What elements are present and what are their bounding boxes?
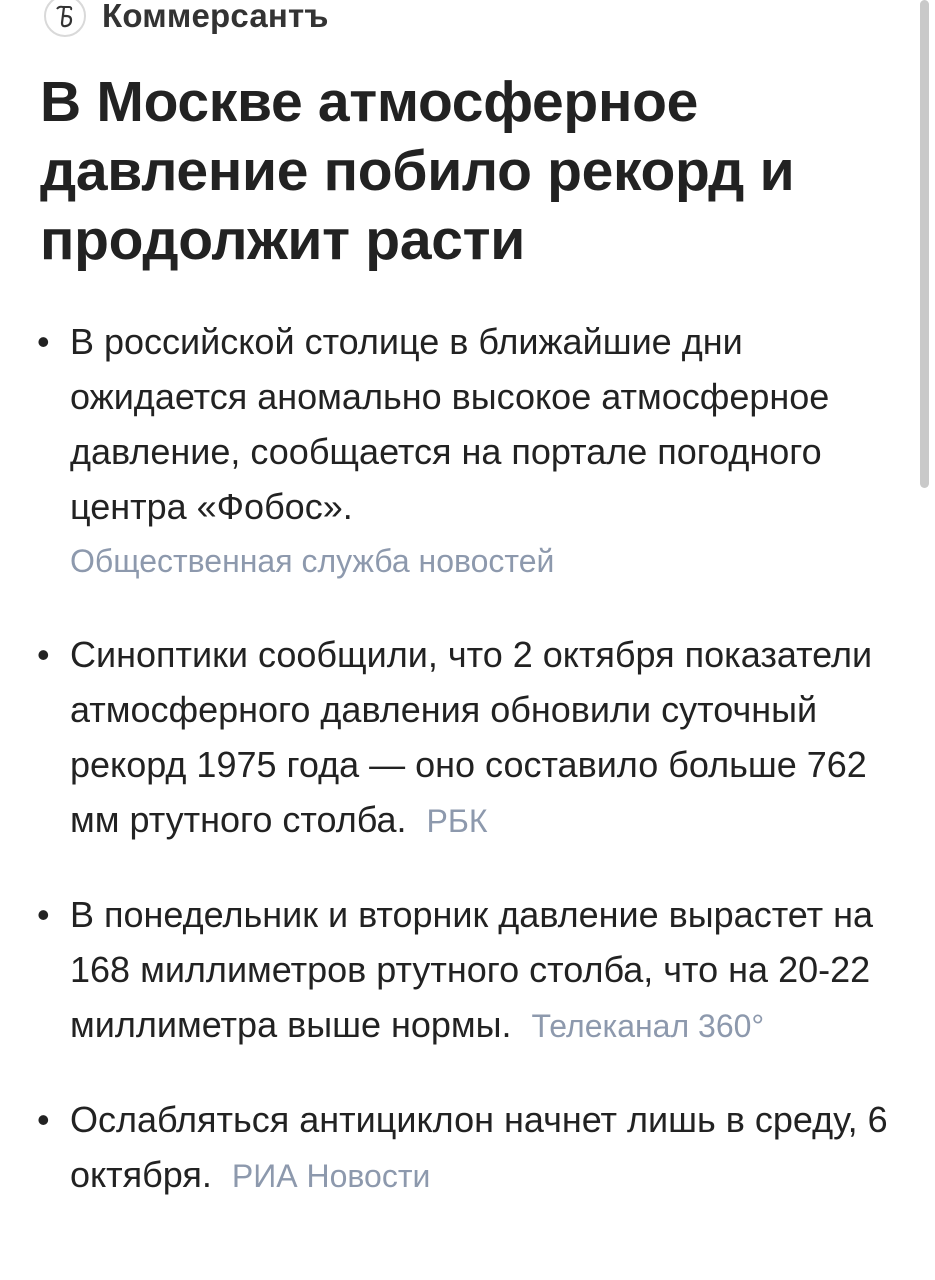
story-headline: В Москве атмосферное давление побило рекорд и продолжит расти (40, 70, 795, 272)
summary-text: Ослабляться антициклон начнет лишь в среду, 6 октября. (70, 1099, 888, 1195)
summary-source-link[interactable]: РИА Новости (231, 1158, 431, 1194)
summary-item (0, 627, 935, 849)
summary-source-link[interactable]: РБК (426, 803, 488, 839)
kommersant-logo-glyph (50, 1, 80, 31)
bullet-icon: • (37, 1099, 50, 1140)
source-header[interactable] (44, 0, 329, 38)
summary-text: В российской столице в ближайшие дни ожидается аномально высокое атмосферное давление, сообщается на портале погодного центра «Фобос». (70, 321, 830, 527)
bullet-icon: • (37, 634, 50, 675)
summary-item (0, 314, 935, 589)
source-name[interactable]: Коммерсантъ (102, 0, 329, 34)
summary-source-link[interactable]: Общественная служба новостей (70, 543, 555, 579)
bullet-icon: • (37, 321, 50, 362)
vertical-scrollbar[interactable] (920, 0, 929, 488)
summary-source-link[interactable]: Телеканал 360° (531, 1008, 765, 1044)
summary-text: Синоптики сообщили, что 2 октября показатели атмосферного давления обновили суточный рекорд 1975 года — оно составило больше 762 мм ртутного столба. (70, 634, 873, 840)
bullet-icon: • (37, 894, 50, 935)
kommersant-logo-icon (44, 0, 86, 37)
story-summary-list (0, 314, 935, 1242)
summary-text: В понедельник и вторник давление вырастет на 168 миллиметров ртутного столба, что на 20-22 миллиметра выше нормы. (70, 894, 874, 1045)
summary-item (0, 1092, 935, 1204)
summary-item (0, 887, 935, 1054)
